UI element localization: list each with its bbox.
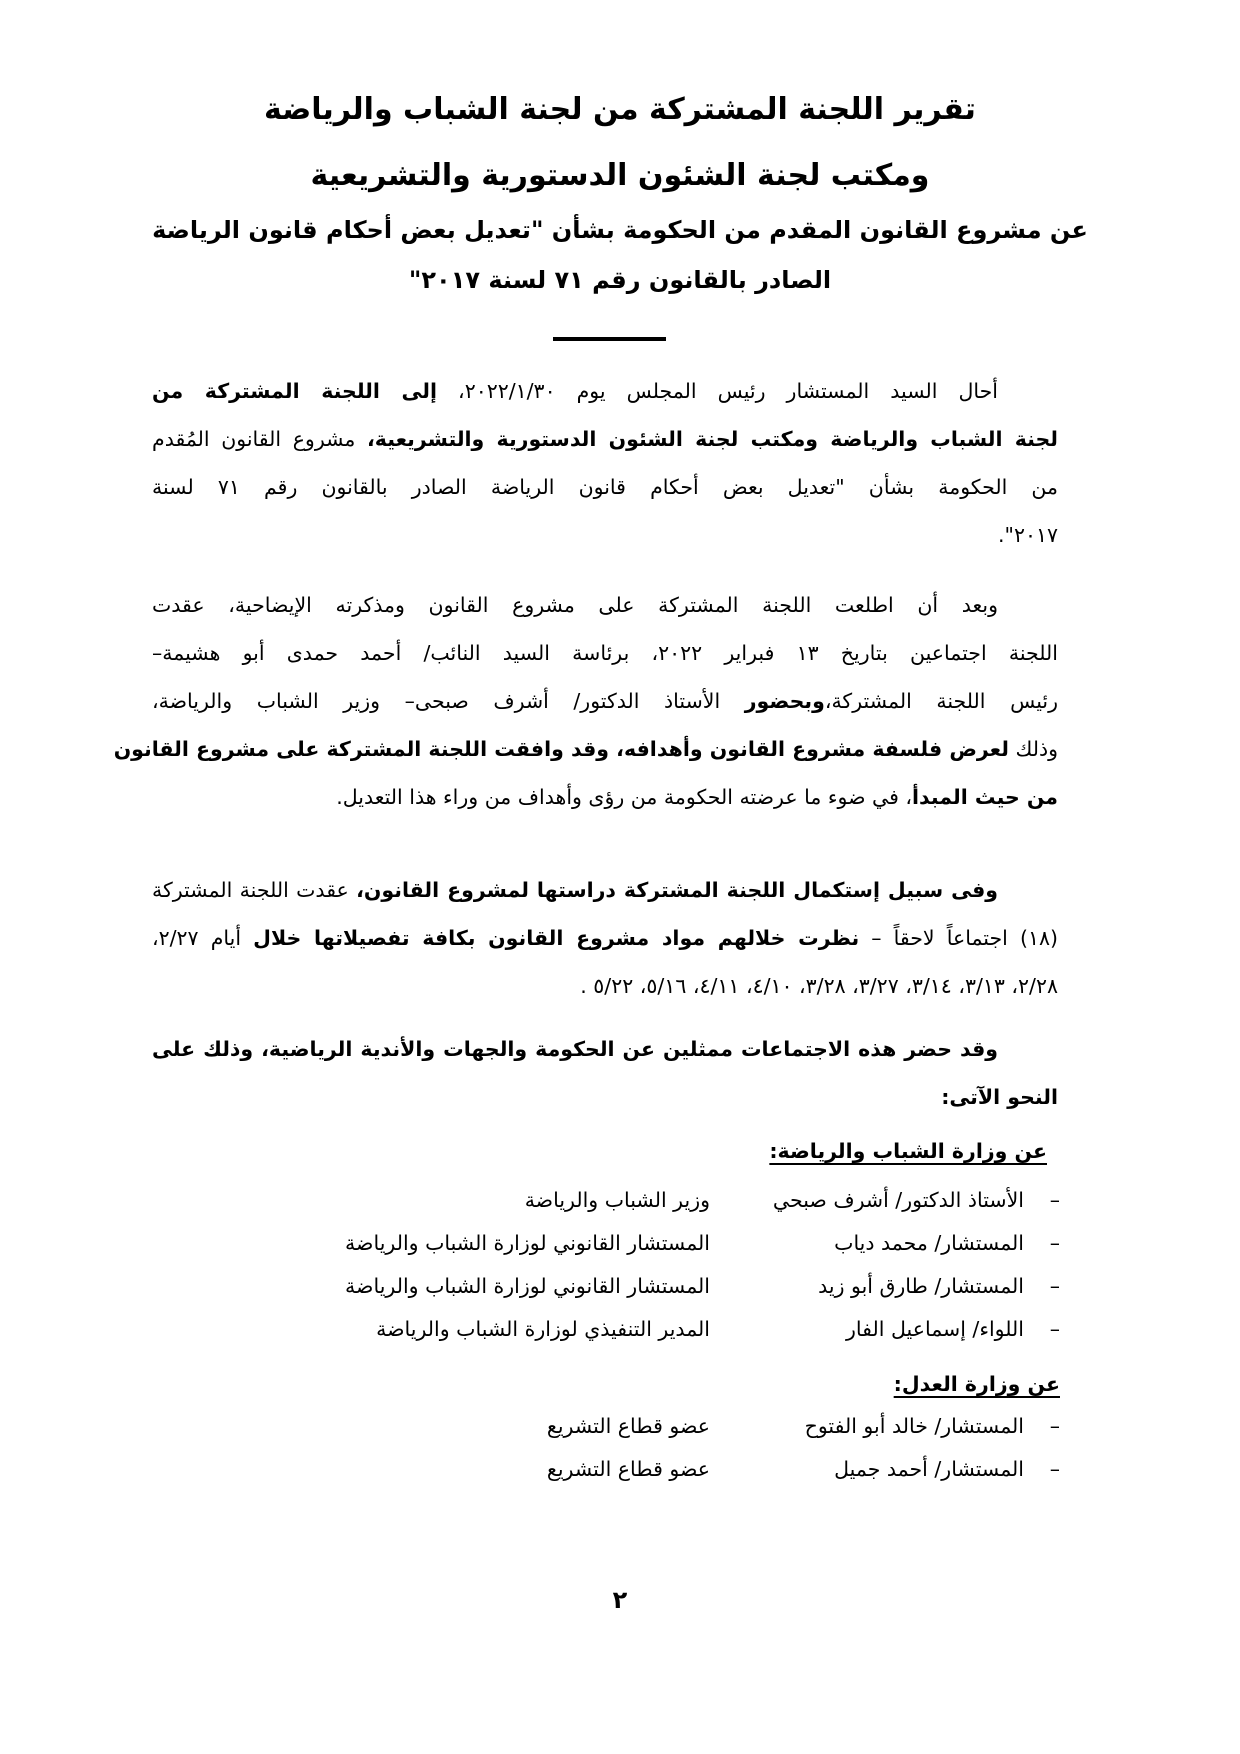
paragraph-line — [152, 866, 1058, 914]
report-subtitle-line-1: عن مشروع القانون المقدم من الحكومة بشأن "تعديل بعض أحكام قانون الرياضة — [152, 216, 1088, 244]
text-run: وذلك — [1008, 737, 1058, 761]
attendee-name: المستشار/ محمد دياب — [834, 1231, 1024, 1255]
paragraph-line: النحو الآتى: — [941, 1085, 1058, 1109]
paragraph-line: اللجنة اجتماعين بتاريخ ١٣ فبراير ٢٠٢٢، برئاسة السيد النائب/ أحمد حمدى أبو هشيمة– — [152, 641, 1058, 665]
paragraph-line — [152, 415, 1058, 463]
attendee-row — [160, 1274, 1060, 1314]
attendee-name: المستشار/ أحمد جميل — [834, 1457, 1024, 1481]
text-run: أيام ٢/٢٧، — [152, 926, 254, 950]
attendee-name: المستشار/ خالد أبو الفتوح — [804, 1414, 1024, 1438]
paragraph-line: من الحكومة بشأن "تعديل بعض أحكام قانون الرياضة الصادر بالقانون رقم ٧١ لسنة — [152, 475, 1058, 499]
page-number: ٢ — [612, 1586, 628, 1614]
text-run-bold: نظرت خلالهم مواد مشروع القانون بكافة تفصيلاتها خلال — [253, 926, 860, 950]
attendee-name: الأستاذ الدكتور/ أشرف صبحي — [772, 1188, 1024, 1212]
report-title-line-2: ومكتب لجنة الشئون الدستورية والتشريعية — [310, 158, 930, 193]
text-run: أحال السيد المستشار رئيس المجلس يوم ٢٠٢٢/١/٣٠، — [437, 379, 998, 403]
text-run-bold: لعرض فلسفة مشروع القانون وأهدافه، وقد وافقت اللجنة المشتركة على مشروع القانون — [113, 737, 1009, 761]
attendee-name: المستشار/ طارق أبو زيد — [818, 1274, 1024, 1298]
attendee-role: المستشار القانوني لوزارة الشباب والرياضة — [345, 1274, 710, 1298]
section-heading-youth-sports-ministry: عن وزارة الشباب والرياضة: — [769, 1139, 1047, 1163]
list-dash: – — [1049, 1231, 1060, 1255]
paragraph-line — [113, 725, 1058, 773]
text-run: الأستاذ الدكتور/ أشرف صبحى– وزير الشباب والرياضة، — [152, 689, 745, 713]
attendee-role: المستشار القانوني لوزارة الشباب والرياضة — [345, 1231, 710, 1255]
list-dash: – — [1049, 1457, 1060, 1481]
text-run-bold: لجنة الشباب والرياضة ومكتب لجنة الشئون الدستورية والتشريعية، — [367, 427, 1058, 451]
attendee-row — [160, 1188, 1060, 1228]
attendee-row — [160, 1414, 1060, 1454]
attendee-name: اللواء/ إسماعيل الفار — [846, 1317, 1024, 1341]
attendee-row — [160, 1231, 1060, 1271]
report-subtitle-line-2: الصادر بالقانون رقم ٧١ لسنة ٢٠١٧" — [408, 266, 832, 294]
paragraph-line — [152, 914, 1058, 962]
paragraph-line: ٢/٢٨، ٣/١٣، ٣/١٤، ٣/٢٧، ٣/٢٨، ٤/١٠، ٤/١١، ٥/١٦، ٥/٢٢ . — [580, 974, 1058, 998]
attendee-role: عضو قطاع التشريع — [546, 1414, 710, 1438]
attendee-role: وزير الشباب والرياضة — [524, 1188, 710, 1212]
paragraph-meetings — [113, 581, 1059, 821]
text-run-bold: وبحضور — [744, 689, 825, 713]
report-title-line-1: تقرير اللجنة المشتركة من لجنة الشباب والرياضة — [264, 92, 976, 127]
list-dash: – — [1049, 1317, 1060, 1341]
text-run: عقدت اللجنة المشتركة — [152, 878, 357, 902]
attendee-row — [160, 1317, 1060, 1357]
paragraph-line: وبعد أن اطلعت اللجنة المشتركة على مشروع القانون ومذكرته الإيضاحية، عقدت — [152, 593, 998, 617]
list-dash: – — [1049, 1274, 1060, 1298]
text-run: ، في ضوء ما عرضته الحكومة من رؤى وأهداف من وراء هذا التعديل. — [336, 785, 913, 809]
attendee-row — [160, 1457, 1060, 1497]
attendee-role: عضو قطاع التشريع — [546, 1457, 710, 1481]
paragraph-line: ٢٠١٧". — [998, 523, 1058, 547]
paragraph-referral — [152, 367, 1058, 559]
section-heading-justice-ministry: عن وزارة العدل: — [893, 1372, 1060, 1396]
paragraph-line — [152, 367, 1058, 415]
paragraph-study — [152, 866, 1058, 1010]
list-dash: – — [1049, 1414, 1060, 1438]
paragraph-attendance — [152, 1025, 1058, 1121]
paragraph-line: وقد حضر هذه الاجتماعات ممثلين عن الحكومة والجهات والأندية الرياضية، وذلك على — [152, 1037, 998, 1061]
text-run-bold: من حيث المبدأ — [912, 785, 1058, 809]
list-dash: – — [1049, 1188, 1060, 1212]
text-run: (١٨) اجتماعاً لاحقاً – — [859, 926, 1058, 950]
text-run-bold: إلى اللجنة المشتركة من — [152, 379, 438, 403]
paragraph-line — [152, 773, 1058, 821]
paragraph-line — [152, 677, 1058, 725]
text-run-bold: وفى سبيل إستكمال اللجنة المشتركة دراستها لمشروع القانون، — [356, 878, 998, 902]
text-run: رئيس اللجنة المشتركة، — [824, 689, 1059, 713]
text-run: مشروع القانون المُقدم — [152, 427, 367, 451]
title-separator — [553, 337, 666, 341]
attendee-role: المدير التنفيذي لوزارة الشباب والرياضة — [376, 1317, 710, 1341]
